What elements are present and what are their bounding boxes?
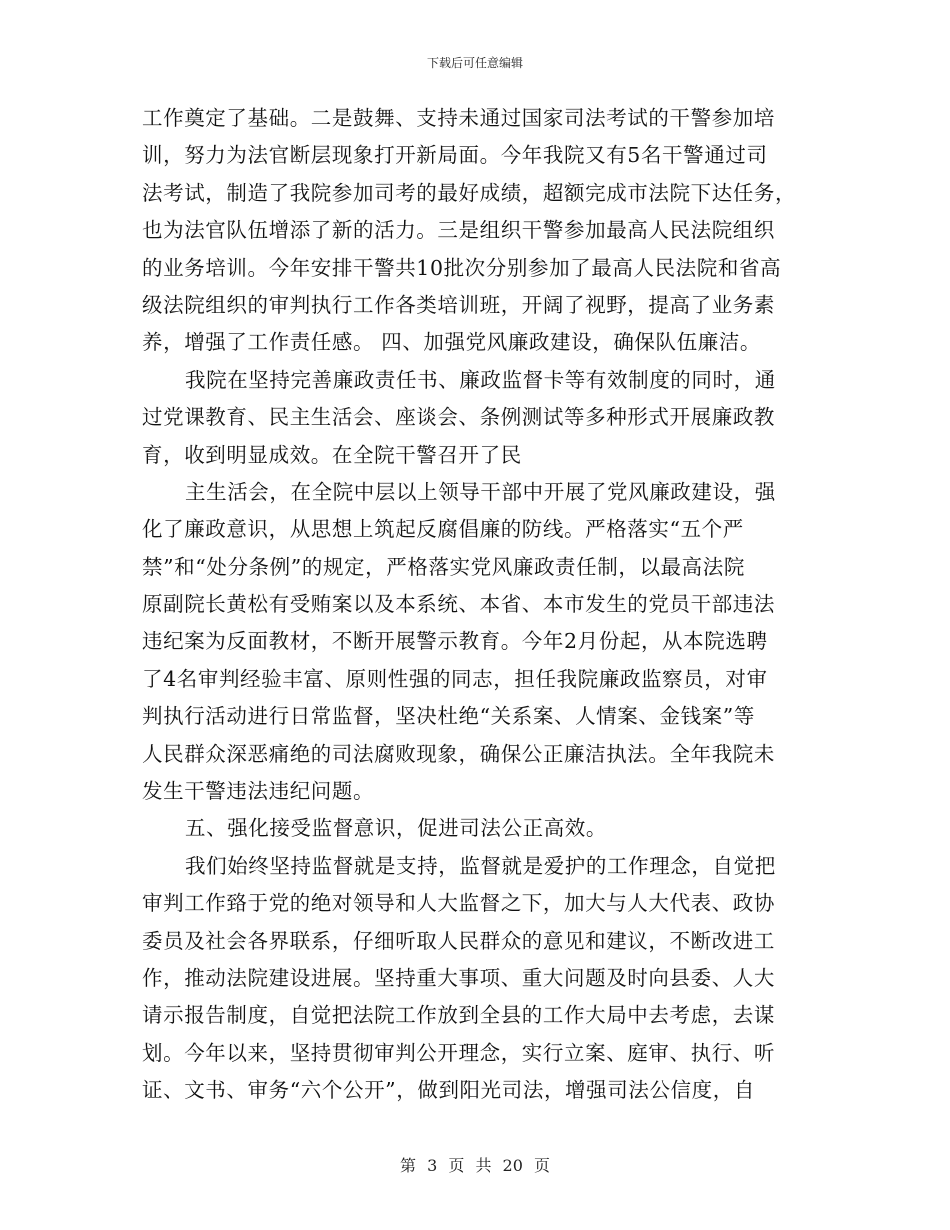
text-line: 审判工作臵于党的绝对领导和人大监督之下，加大与人大代表、政协	[142, 891, 775, 916]
text-line: 养，增强了工作责任感。 四、加强党风廉政建设，确保队伍廉洁。	[142, 330, 762, 355]
text-line: 请示报告制度，自觉把法院工作放到全县的工作大局中去考虑，去谋	[142, 1003, 775, 1028]
text-line: 级法院组织的审判执行工作各类培训班，开阔了视野，提高了业务素	[142, 292, 775, 317]
text-line: 化了廉政意识，从思想上筑起反腐倡廉的防线。严格落实“五个严	[142, 517, 744, 542]
text-line: 工作奠定了基础。二是鼓舞、支持未通过国家司法考试的干警参加培	[142, 106, 775, 130]
text-line: 发生干警违法违纪问题。	[142, 779, 375, 804]
text-line: 了4名审判经验丰富、原则性强的同志，担任我院廉政监察员，对审	[142, 666, 768, 691]
text-line: 委员及社会各界联系，仔细听取人民群众的意见和建议，不断改进工	[142, 928, 775, 953]
text-line: 证、文书、审务“六个公开”，做到阳光司法，增强司法公信度，自	[142, 1078, 755, 1103]
text-line: 过党课教育、民主生活会、座谈会、条例测试等多种形式开展廉政教	[142, 405, 775, 430]
text-line: 作，推动法院建设进展。坚持重大事项、重大问题及时向县委、人大	[142, 965, 775, 990]
text-line: 法考试，制造了我院参加司考的最好成绩，超额完成市法院下达任务，	[142, 180, 797, 205]
text-line: 也为法官队伍增添了新的活力。三是组织干警参加最高人民法院组织	[142, 218, 775, 243]
text-line: 育，收到明显成效。在全院干警召开了民	[142, 442, 522, 467]
text-line: 训，努力为法官断层现象打开新局面。今年我院又有5名干警通过司	[142, 143, 768, 168]
text-line: 原副院长黄松有受贿案以及本系统、本省、本市发生的党员干部违法	[142, 592, 775, 617]
text-line: 的业务培训。今年安排干警共10批次分别参加了最高人民法院和省高	[142, 255, 782, 280]
page-number-footer: 第 3 页 共 20 页	[400, 1156, 550, 1175]
page-header: 下载后可任意编辑	[426, 56, 523, 70]
text-line: 划。今年以来，坚持贯彻审判公开理念，实行立案、庭审、执行、听	[142, 1040, 775, 1065]
text-line: 判执行活动进行日常监督，坚决杜绝“关系案、人情案、金钱案”等	[142, 704, 755, 729]
document-body	[142, 100, 810, 1110]
text-line: 人民群众深恶痛绝的司法腐败现象，确保公正廉洁执法。全年我院未	[142, 741, 775, 766]
text-line: 我们始终坚持监督就是支持，监督就是爱护的工作理念，自觉把	[185, 853, 776, 878]
text-line: 主生活会，在全院中层以上领导干部中开展了党风廉政建设，强	[185, 479, 776, 504]
text-line: 五、强化接受监督意识，促进司法公正高效。	[185, 816, 607, 841]
text-line: 禁”和“处分条例”的规定，严格落实党风廉政责任制，以最高法院	[142, 554, 745, 579]
text-line: 我院在坚持完善廉政责任书、廉政监督卡等有效制度的同时，通	[185, 367, 776, 392]
text-line: 违纪案为反面教材，不断开展警示教育。今年2月份起，从本院选聘	[142, 629, 768, 654]
